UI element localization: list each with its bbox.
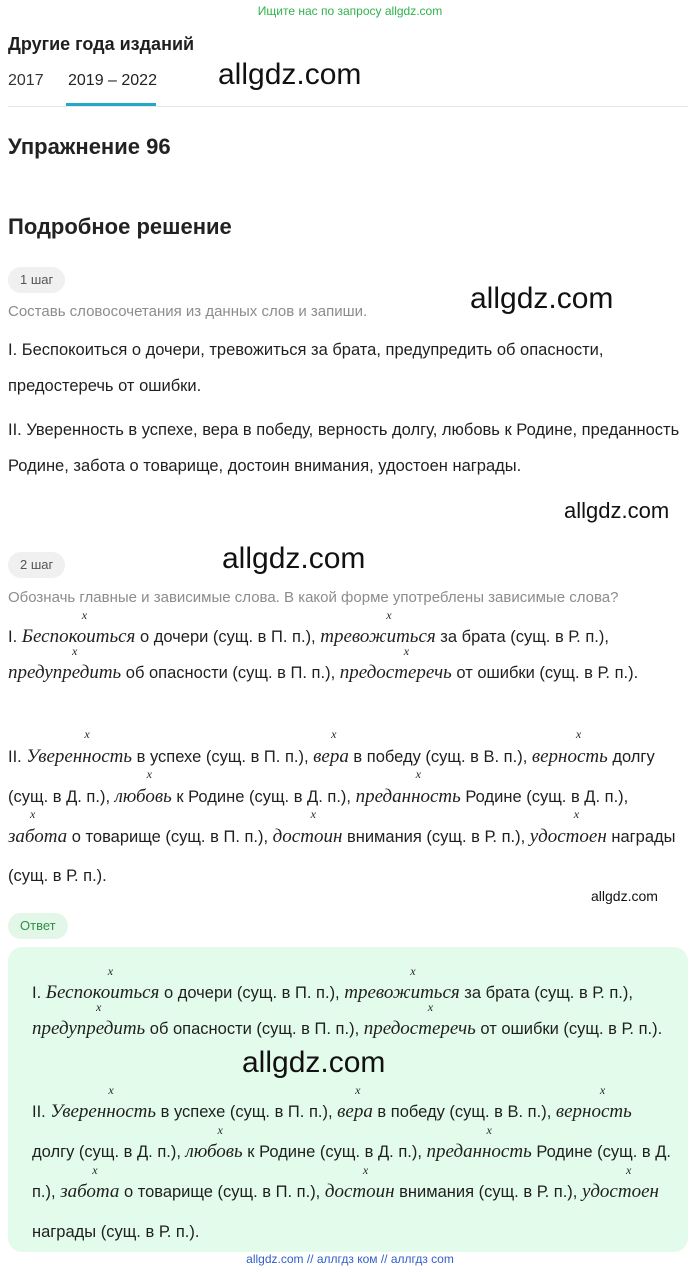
x-mark: x [107, 964, 114, 978]
word-text: удостоен [581, 1181, 659, 1202]
word-text: верность [531, 746, 608, 767]
x-mark: x [599, 1083, 606, 1097]
x-mark: x [30, 807, 36, 821]
main-word [529, 807, 607, 856]
x-mark: x [386, 608, 392, 622]
roman-numeral: II. [8, 748, 27, 766]
phrase-text: награды (сущ. в Р. п.). [8, 828, 676, 885]
main-word [337, 1083, 373, 1132]
x-mark: x [81, 608, 88, 622]
main-word [50, 1083, 157, 1132]
word-text: любовь [185, 1141, 243, 1162]
x-mark: x [96, 1000, 102, 1014]
watermark: allgdz.com [218, 58, 362, 91]
solution-title: Подробное решение [8, 214, 232, 239]
phrase-text: в победу (сущ. в В. п.), [348, 748, 532, 766]
word-text: достоин [272, 826, 343, 847]
phrase-text: Родине (сущ. в Д. п.), [32, 1143, 671, 1201]
main-word [426, 1123, 532, 1172]
word-text: забота [60, 1181, 120, 1202]
watermark: allgdz.com [564, 498, 670, 523]
x-mark: x [415, 767, 421, 781]
x-mark: x [217, 1123, 223, 1137]
exercise-title: Упражнение 96 [8, 134, 171, 159]
main-word [26, 727, 133, 776]
main-word [185, 1123, 243, 1172]
footer-links[interactable]: allgdz.com // аллгдз ком // аллгдз com [0, 1252, 700, 1272]
step-2-badge: 2 шаг [8, 552, 65, 578]
main-word [8, 644, 122, 691]
main-word [8, 807, 68, 856]
phrase-text: в победу (сущ. в В. п.), [372, 1103, 556, 1121]
word-text: тревожиться [320, 626, 436, 647]
phrase-text: долгу (сущ. в Д. п.), [8, 748, 655, 806]
tab-2017[interactable]: 2017 [8, 72, 44, 89]
word-text: тревожиться [344, 982, 460, 1003]
word-text: предостеречь [339, 662, 452, 683]
x-mark: x [84, 727, 90, 741]
x-mark: x [108, 1083, 114, 1097]
phrase-text: награды (сущ. в Р. п.). [32, 1223, 200, 1241]
phrase-text: к Родине (сущ. в Д. п.), [242, 1143, 427, 1161]
phrase-text: Родине (сущ. в Д. п.), [460, 788, 629, 806]
main-word [272, 807, 343, 856]
x-mark: x [92, 1163, 98, 1177]
main-word [581, 1163, 659, 1212]
word-text: предупредить [32, 1018, 146, 1039]
main-word [21, 608, 136, 655]
phrase-text: за брата (сущ. в Р. п.), [435, 628, 609, 646]
phrase-text: к Родине (сущ. в Д. п.), [171, 788, 356, 806]
step-1-badge: 1 шаг [8, 267, 65, 293]
main-word [555, 1083, 632, 1132]
tab-2019-2022[interactable]: 2019 – 2022 [68, 72, 157, 89]
main-word [339, 644, 452, 691]
word-text: предупредить [8, 662, 122, 683]
phrase-text: об опасности (сущ. в П. п.), [121, 664, 340, 682]
word-text: Уверенность [26, 746, 133, 767]
word-text: Уверенность [50, 1101, 157, 1122]
word-text: Беспокоиться [21, 626, 136, 647]
phrase-text: внимания (сущ. в Р. п.), [394, 1183, 582, 1201]
word-text: предостеречь [363, 1018, 476, 1039]
phrase-text: в успехе (сущ. в П. п.), [132, 748, 314, 766]
word-text: вера [337, 1101, 373, 1122]
phrase-text: за брата (сущ. в Р. п.), [459, 984, 633, 1002]
x-mark: x [331, 727, 337, 741]
roman-numeral: I. [8, 628, 22, 646]
answer-badge: Ответ [8, 913, 68, 939]
step-2-paragraph-1 [8, 608, 688, 691]
x-mark: x [625, 1163, 632, 1177]
main-word [60, 1163, 120, 1212]
x-mark: x [486, 1123, 492, 1137]
phrase-text: о дочери (сущ. в П. п.), [159, 984, 345, 1002]
main-word [45, 964, 160, 1011]
word-text: забота [8, 826, 68, 847]
main-word [313, 727, 349, 776]
roman-numeral: II. [32, 1103, 51, 1121]
roman-numeral: I. [32, 984, 46, 1002]
x-mark: x [362, 1163, 369, 1177]
x-mark: x [72, 644, 78, 658]
word-text: преданность [355, 786, 461, 807]
main-word [324, 1163, 395, 1212]
x-mark: x [310, 807, 316, 821]
x-mark: x [146, 767, 152, 781]
step-1-paragraph-2: II. Уверенность в успехе, вера в победу, верность долгу, любовь к Родине, преданность Родине, забота о товарище, достоин внимания, удостоен награды. [8, 421, 680, 475]
phrase-text: от ошибки (сущ. в Р. п.). [451, 664, 639, 682]
main-word [320, 608, 436, 655]
watermark: allgdz.com [470, 282, 614, 315]
x-mark: x [410, 964, 416, 978]
main-word [344, 964, 460, 1011]
phrase-text: о дочери (сущ. в П. п.), [135, 628, 321, 646]
x-mark: x [403, 644, 410, 658]
watermark: allgdz.com [222, 542, 366, 575]
word-text: удостоен [529, 826, 607, 847]
watermark: allgdz.com [242, 1046, 386, 1079]
step-1-instruction: Составь словосочетания из данных слов и запиши. [8, 303, 368, 320]
x-mark: x [573, 807, 580, 821]
step-2-instruction: Обозначь главные и зависимые слова. В какой форме употреблены зависимые слова? [8, 589, 619, 606]
word-text: Беспокоиться [45, 982, 160, 1003]
main-word [114, 767, 172, 816]
phrase-text: о товарище (сущ. в П. п.), [67, 828, 273, 846]
main-word [531, 727, 608, 776]
word-text: любовь [114, 786, 172, 807]
word-text: верность [555, 1101, 632, 1122]
watermark: allgdz.com [591, 888, 658, 904]
x-mark: x [427, 1000, 434, 1014]
main-word [32, 1000, 146, 1047]
step-2-paragraph-2 [8, 727, 688, 896]
step-1-paragraph-1: I. Беспокоиться о дочери, тревожиться за брата, предупредить об опасности, предостеречь от ошибки. [8, 341, 604, 395]
search-promo-text: Ищите нас по запросу allgdz.com [257, 4, 443, 18]
phrase-text: внимания (сущ. в Р. п.), [342, 828, 530, 846]
word-text: вера [313, 746, 349, 767]
phrase-text: о товарище (сущ. в П. п.), [119, 1183, 325, 1201]
word-text: достоин [324, 1181, 395, 1202]
main-word [363, 1000, 476, 1047]
phrase-text: долгу (сущ. в Д. п.), [32, 1143, 186, 1161]
x-mark: x [575, 727, 582, 741]
answer-paragraph-1 [32, 964, 672, 1047]
editions-title: Другие года изданий [8, 34, 195, 54]
phrase-text: в успехе (сущ. в П. п.), [156, 1103, 338, 1121]
answer-paragraph-2 [32, 1083, 672, 1252]
main-word [355, 767, 461, 816]
x-mark: x [355, 1083, 361, 1097]
phrase-text: об опасности (сущ. в П. п.), [145, 1020, 364, 1038]
divider [8, 106, 688, 107]
word-text: преданность [426, 1141, 532, 1162]
phrase-text: от ошибки (сущ. в Р. п.). [475, 1020, 663, 1038]
